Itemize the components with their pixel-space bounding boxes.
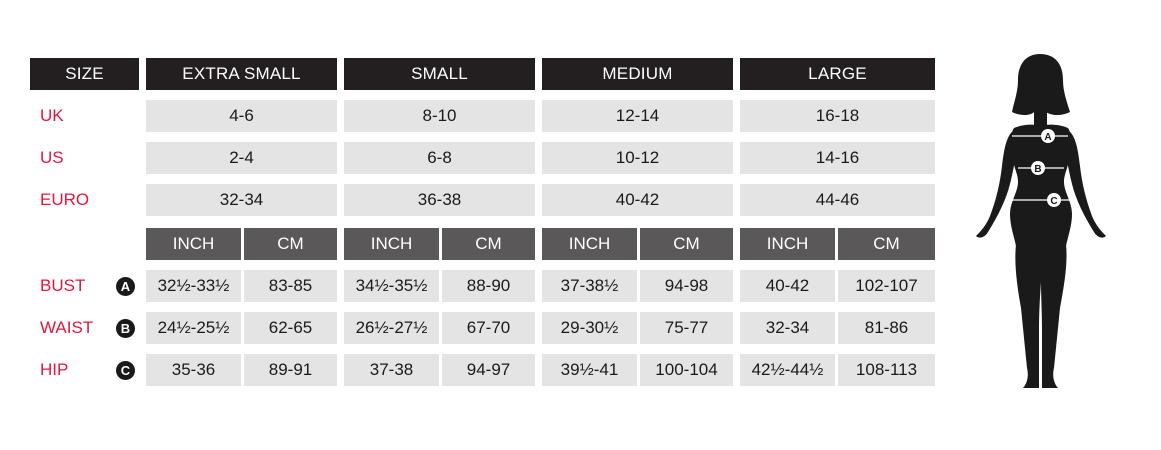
waist-xs-inch: 24½-25½ bbox=[146, 312, 241, 344]
waist-xs-cm: 62-65 bbox=[244, 312, 337, 344]
bust-xs-cm: 83-85 bbox=[244, 270, 337, 302]
uk-large: 16-18 bbox=[740, 100, 935, 132]
figure-marker-b bbox=[1031, 161, 1045, 175]
waist-l-inch: 32-34 bbox=[740, 312, 835, 344]
bust-m-inch: 37-38½ bbox=[542, 270, 637, 302]
row-label-hip: HIP bbox=[40, 360, 69, 379]
uk-medium: 12-14 bbox=[542, 100, 733, 132]
figure-marker-c bbox=[1047, 193, 1061, 207]
hip-s-inch: 37-38 bbox=[344, 354, 439, 386]
row-label-waist: WAIST bbox=[40, 318, 94, 337]
size-header-medium: MEDIUM bbox=[542, 58, 733, 90]
unit-header-cm: CM bbox=[442, 228, 535, 260]
bust-m-cm: 94-98 bbox=[640, 270, 733, 302]
unit-header-inch: INCH bbox=[344, 228, 439, 260]
hip-l-cm: 108-113 bbox=[838, 354, 935, 386]
unit-header-cm: CM bbox=[838, 228, 935, 260]
us-small: 6-8 bbox=[344, 142, 535, 174]
hip-xs-inch: 35-36 bbox=[146, 354, 241, 386]
size-header-large: LARGE bbox=[740, 58, 935, 90]
size-header-small: SMALL bbox=[344, 58, 535, 90]
row-label-uk: UK bbox=[40, 106, 64, 125]
hip-m-inch: 39½-41 bbox=[542, 354, 637, 386]
unit-header-inch: INCH bbox=[542, 228, 637, 260]
uk-small: 8-10 bbox=[344, 100, 535, 132]
waist-l-cm: 81-86 bbox=[838, 312, 935, 344]
marker-c-badge: C bbox=[116, 361, 135, 380]
euro-medium: 40-42 bbox=[542, 184, 733, 216]
row-label-euro: EURO bbox=[40, 190, 90, 209]
svg-text:A: A bbox=[1044, 132, 1052, 143]
bust-s-cm: 88-90 bbox=[442, 270, 535, 302]
figure-marker-a bbox=[1041, 129, 1055, 143]
hip-m-cm: 100-104 bbox=[640, 354, 733, 386]
bust-l-inch: 40-42 bbox=[740, 270, 835, 302]
size-header-extra-small: EXTRA SMALL bbox=[146, 58, 337, 90]
waist-m-inch: 29-30½ bbox=[542, 312, 637, 344]
us-medium: 10-12 bbox=[542, 142, 733, 174]
us-large: 14-16 bbox=[740, 142, 935, 174]
svg-text:B: B bbox=[1034, 164, 1042, 175]
svg-text:C: C bbox=[1050, 196, 1058, 207]
waist-s-cm: 67-70 bbox=[442, 312, 535, 344]
euro-extra-small: 32-34 bbox=[146, 184, 337, 216]
body-silhouette-icon bbox=[968, 50, 1113, 395]
euro-small: 36-38 bbox=[344, 184, 535, 216]
unit-header-inch: INCH bbox=[740, 228, 835, 260]
row-label-us: US bbox=[40, 148, 64, 167]
marker-a-badge: A bbox=[116, 277, 135, 296]
hip-xs-cm: 89-91 bbox=[244, 354, 337, 386]
euro-large: 44-46 bbox=[740, 184, 935, 216]
hip-l-inch: 42½-44½ bbox=[740, 354, 835, 386]
hip-s-cm: 94-97 bbox=[442, 354, 535, 386]
bust-l-cm: 102-107 bbox=[838, 270, 935, 302]
unit-header-inch: INCH bbox=[146, 228, 241, 260]
bust-xs-inch: 32½-33½ bbox=[146, 270, 241, 302]
unit-header-cm: CM bbox=[640, 228, 733, 260]
us-extra-small: 2-4 bbox=[146, 142, 337, 174]
unit-header-cm: CM bbox=[244, 228, 337, 260]
marker-b-badge: B bbox=[116, 319, 135, 338]
row-label-bust: BUST bbox=[40, 276, 86, 295]
bust-s-inch: 34½-35½ bbox=[344, 270, 439, 302]
waist-m-cm: 75-77 bbox=[640, 312, 733, 344]
size-header: SIZE bbox=[30, 58, 139, 90]
waist-s-inch: 26½-27½ bbox=[344, 312, 439, 344]
uk-extra-small: 4-6 bbox=[146, 100, 337, 132]
